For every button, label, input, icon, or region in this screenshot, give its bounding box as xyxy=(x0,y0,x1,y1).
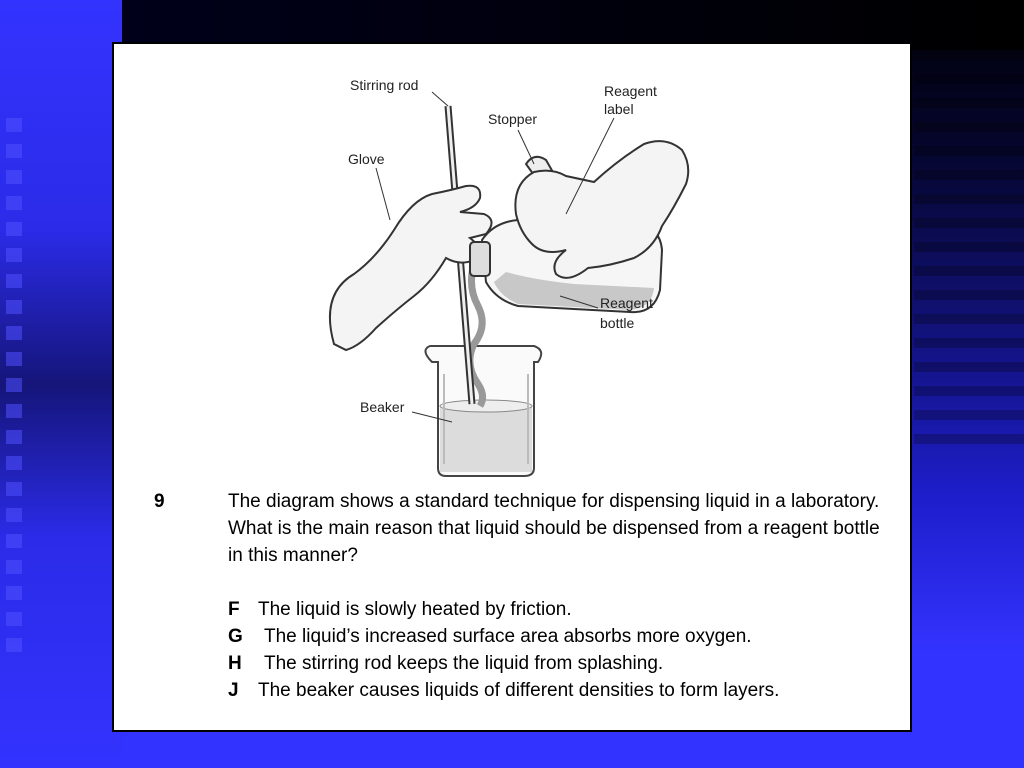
slide-right-stripes xyxy=(914,50,1024,450)
label-reagent-bottle-1: Reagent xyxy=(600,295,653,311)
choice-h[interactable] xyxy=(228,650,908,677)
choice-text: The liquid’s increased surface area absorbs more oxygen. xyxy=(264,626,752,647)
choice-g[interactable] xyxy=(228,623,908,650)
question-text: The diagram shows a standard technique for dispensing liquid in a laboratory. What is the main reason that liquid should be dispensed from a reagent bottle in this manner? xyxy=(228,491,880,566)
label-reagent-bottle-2: bottle xyxy=(600,315,635,331)
label-stopper: Stopper xyxy=(488,111,538,127)
choice-letter: H xyxy=(228,653,242,674)
question-panel xyxy=(112,42,912,732)
beaker-illustration xyxy=(425,346,541,476)
label-beaker: Beaker xyxy=(360,399,405,415)
answer-choices xyxy=(228,596,908,704)
choice-f[interactable] xyxy=(228,596,908,623)
choice-text: The stirring rod keeps the liquid from splashing. xyxy=(264,653,664,674)
label-stirring-rod: Stirring rod xyxy=(350,77,419,93)
label-glove: Glove xyxy=(348,151,385,167)
choice-text: The liquid is slowly heated by friction. xyxy=(258,599,572,620)
choice-text: The beaker causes liquids of different densities to form layers. xyxy=(258,680,780,701)
label-reagent-label-1: Reagent xyxy=(604,83,657,99)
choice-letter: F xyxy=(228,599,240,620)
label-reagent-label-2: label xyxy=(604,101,634,117)
question-number: 9 xyxy=(154,491,165,512)
dispensing-diagram xyxy=(114,44,910,514)
choice-j[interactable] xyxy=(228,677,908,704)
choice-letter: G xyxy=(228,626,243,647)
decorative-squares xyxy=(6,118,30,658)
choice-letter: J xyxy=(228,680,239,701)
